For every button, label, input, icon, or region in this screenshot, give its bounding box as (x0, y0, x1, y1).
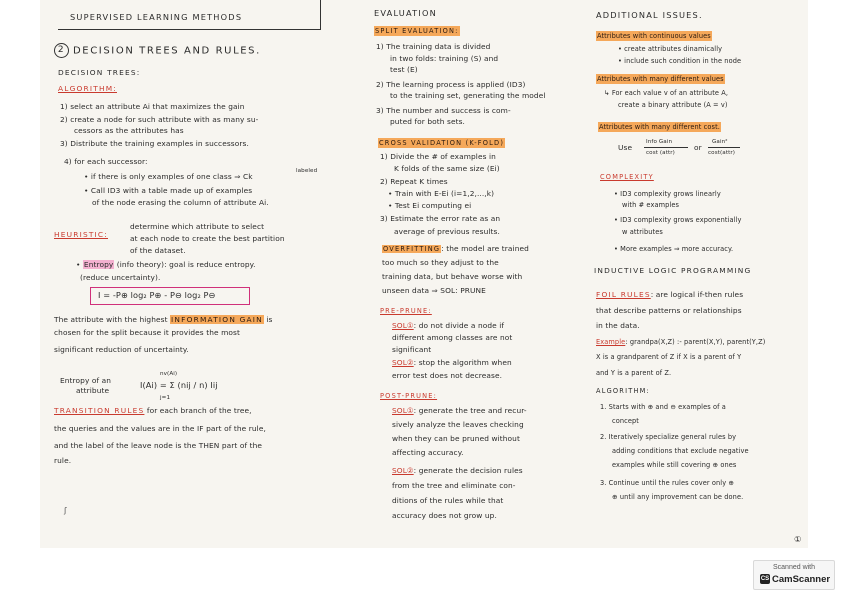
entropy-word: Entropy (83, 260, 114, 269)
transition-line: the queries and the values are in the IF part of the rule, (54, 424, 266, 433)
split-item: test (E) (390, 65, 418, 74)
cross-item: K folds of the same size (Ei) (394, 164, 500, 173)
step-line: of the node erasing the column of attribute Ai. (92, 198, 269, 207)
split-item: puted for both sets. (390, 117, 466, 126)
foil-line: that describe patterns or relationships (596, 306, 742, 315)
labeled-note: labeled (296, 168, 318, 174)
pre-prune-label: PRE-PRUNE: (380, 307, 432, 315)
foil-line: in the data. (596, 321, 640, 330)
many-values-item: ↳ For each value v of an attribute A, (604, 89, 729, 97)
sol-line: accuracy does not grow up. (392, 511, 497, 520)
cross-item: 2) Repeat K times (380, 177, 448, 186)
subtitle: DECISION TREES: (58, 68, 141, 77)
info-gain-line (54, 315, 272, 325)
step-line: • if there is only examples of one class ⇒ Ck (84, 172, 253, 181)
cost-use: Use (618, 143, 633, 152)
info-gain-prefix: The attribute with the highest (54, 315, 171, 324)
step-line: 4) for each successor: (64, 157, 148, 166)
foil-line (596, 290, 743, 300)
sol4-text: : generate the decision rules (413, 466, 523, 475)
entropy-attr-label-2: attribute (76, 386, 110, 395)
heuristic-label: HEURISTIC: (54, 230, 108, 239)
overfitting-line: training data, but behave worse with (382, 272, 523, 281)
sol-line: significant (392, 345, 432, 354)
entropy-text: (info theory): goal is reduce entropy. (114, 260, 256, 269)
sol2-text: : stop the algorithm when (413, 358, 512, 367)
cross-label: CROSS VALIDATION (K-FOLD) (379, 139, 505, 147)
step-line: 3) Distribute the training examples in successors. (60, 139, 249, 148)
example-line: X is a grandparent of Z if X is a parent of Y (596, 353, 742, 361)
complexity-item: • More examples ⇒ more accuracy. (614, 245, 734, 253)
sol1-label: SOL① (392, 321, 414, 330)
section-title: DECISION TREES AND RULES. (73, 45, 261, 57)
entropy-attr-label: Entropy of an (60, 376, 112, 385)
cost-frac1-top: Info Gain (646, 139, 673, 145)
transition-text: for each branch of the tree, (144, 406, 252, 415)
example-label: Example (596, 338, 626, 346)
step-line: cessors as the attributes has (74, 126, 184, 135)
split-item: 1) The training data is divided (376, 42, 491, 51)
post-prune-label: POST-PRUNE: (380, 392, 438, 400)
heuristic-line: at each node to create the best partition (130, 234, 285, 243)
page-title: SUPERVISED LEARNING METHODS (70, 12, 243, 22)
overfitting-label: OVERFITTING (383, 245, 441, 253)
section-heading (54, 43, 261, 58)
sol-line (392, 466, 523, 476)
overfitting-text: : the model are trained (441, 244, 529, 253)
ilp-algorithm-item: 3. Continue until the rules cover only ⊕ (600, 479, 735, 487)
sum-lower: j=1 (160, 395, 171, 401)
sol-line: when they can be pruned without (392, 434, 520, 443)
step-line: 2) create a node for such attribute with as many su- (60, 115, 259, 124)
foil-text: : are logical if-then rules (650, 290, 744, 299)
step-line: 1) select an attribute Ai that maximizes the gain (60, 102, 245, 111)
cost-frac2-bottom: cost(attr) (708, 150, 736, 156)
ilp-algorithm-label: ALGORITHM: (596, 387, 650, 395)
section-number: 2 (54, 43, 69, 58)
pencil-mark: ʃ (64, 506, 67, 515)
algorithm-label: ALGORITHM: (58, 84, 117, 93)
split-item: to the training set, generating the model (390, 91, 546, 100)
additional-title: ADDITIONAL ISSUES. (596, 10, 703, 20)
example-line: and Y is a parent of Z. (596, 369, 672, 377)
complexity-label: COMPLEXITY (600, 173, 654, 181)
overfitting-line: unseen data ⇒ SOL: PRUNE (382, 286, 486, 295)
continuous-label: Attributes with continuous values (597, 32, 711, 40)
step-line: • Call ID3 with a table made up of examples (84, 186, 253, 195)
foil-label: FOIL RULES (596, 290, 651, 299)
transition-line: rule. (54, 456, 72, 465)
ilp-algorithm-item: 2. Iteratively specialize general rules by (600, 433, 737, 441)
ilp-algorithm-item: ⊕ until any improvement can be done. (612, 493, 744, 501)
continuous-item: • create attributes dinamically (618, 45, 723, 53)
camscanner-text: CamScanner (772, 574, 831, 585)
cross-item: average of previous results. (394, 227, 500, 236)
sol4-label: SOL② (392, 466, 414, 475)
cross-item: • Test Ei computing ei (388, 201, 472, 210)
sol-line (392, 406, 527, 416)
ilp-algorithm-item: concept (612, 417, 639, 425)
info-gain-line: significant reduction of uncertainty. (54, 345, 189, 354)
complexity-item: w attributes (622, 228, 663, 236)
sol1-text: : do not divide a node if (413, 321, 505, 330)
sol-line: different among classes are not (392, 333, 513, 342)
ilp-algorithm-item: adding conditions that exclude negative (612, 447, 749, 455)
scanned-with-text: Scanned with (772, 564, 816, 571)
complexity-item: • ID3 complexity grows linearly (614, 190, 721, 198)
entropy-formula: I = -P⊕ log₂ P⊕ - P⊖ log₂ P⊖ (98, 290, 216, 300)
info-gain-word: INFORMATION GAIN (171, 315, 263, 324)
evaluation-title: EVALUATION (374, 8, 437, 18)
sol3-label: SOL① (392, 406, 414, 415)
heuristic-line: determine which attribute to select (130, 222, 265, 231)
entropy-line-2: (reduce uncertainty). (80, 273, 161, 282)
example-text: : grandpa(X,Z) :- parent(X,Y), parent(Y,Z) (625, 338, 766, 346)
cross-item: • Train with E-Ei (i=1,2,...,k) (388, 189, 495, 198)
camscanner-badge (753, 560, 835, 590)
split-item: in two folds: training (S) and (390, 54, 499, 63)
cost-frac2-top: Gain² (712, 139, 728, 145)
complexity-item: with # examples (622, 201, 680, 209)
cross-item: 1) Divide the # of examples in (380, 152, 496, 161)
camscanner-wordmark (760, 574, 830, 585)
bullet: • (76, 260, 83, 269)
cost-label: Attributes with many different cost. (599, 123, 720, 131)
heuristic-line: of the dataset. (130, 246, 186, 255)
sum-upper: nv(Ai) (160, 371, 178, 377)
transition-label: TRANSITION RULES (54, 406, 145, 415)
ilp-algorithm-item: examples while still covering ⊕ ones (612, 461, 737, 469)
page-number: ① (794, 534, 802, 544)
sol-line: ditions of the rules while that (392, 496, 504, 505)
overfitting-line (382, 244, 529, 254)
split-item: 3) The number and success is com- (376, 106, 511, 115)
info-gain-line: chosen for the split because it provides the most (54, 328, 240, 337)
sol-line (392, 321, 504, 331)
ilp-algorithm-item: 1. Starts with ⊕ and ⊖ examples of a (600, 403, 726, 411)
cost-frac1-bottom: cost (attr) (646, 150, 675, 156)
sol-line: affecting accuracy. (392, 448, 464, 457)
entropy-line (76, 260, 256, 270)
sol3-text: : generate the tree and recur- (413, 406, 527, 415)
sol-line: sively analyze the leaves checking (392, 420, 524, 429)
ilp-title: INDUCTIVE LOGIC PROGRAMMING (594, 266, 752, 275)
transition-line: and the label of the leave node is the THEN part of the (54, 441, 263, 450)
sol2-label: SOL② (392, 358, 414, 367)
split-item: 2) The learning process is applied (ID3) (376, 80, 526, 89)
sol-line (392, 358, 512, 368)
cross-item: 3) Estimate the error rate as an (380, 214, 501, 223)
many-values-item: create a binary attribute (A = v) (618, 101, 728, 109)
sol-line: from the tree and eliminate con- (392, 481, 516, 490)
transition-line (54, 406, 252, 416)
cost-or: or (694, 143, 702, 152)
info-gain-suffix: is (263, 315, 273, 324)
split-label: SPLIT EVALUATION: (375, 27, 459, 35)
overfitting-line: too much so they adjust to the (382, 258, 499, 267)
complexity-item: • ID3 complexity grows exponentially (614, 216, 742, 224)
sol-line: error test does not decrease. (392, 371, 503, 380)
continuous-item: • include such condition in the node (618, 57, 742, 65)
many-values-label: Attributes with many different values (597, 75, 724, 83)
camscanner-logo-icon: CS (760, 576, 770, 583)
example-line (596, 337, 765, 347)
entropy-attr-formula: I(Ai) = Σ (nij / n) Iij (140, 380, 218, 390)
